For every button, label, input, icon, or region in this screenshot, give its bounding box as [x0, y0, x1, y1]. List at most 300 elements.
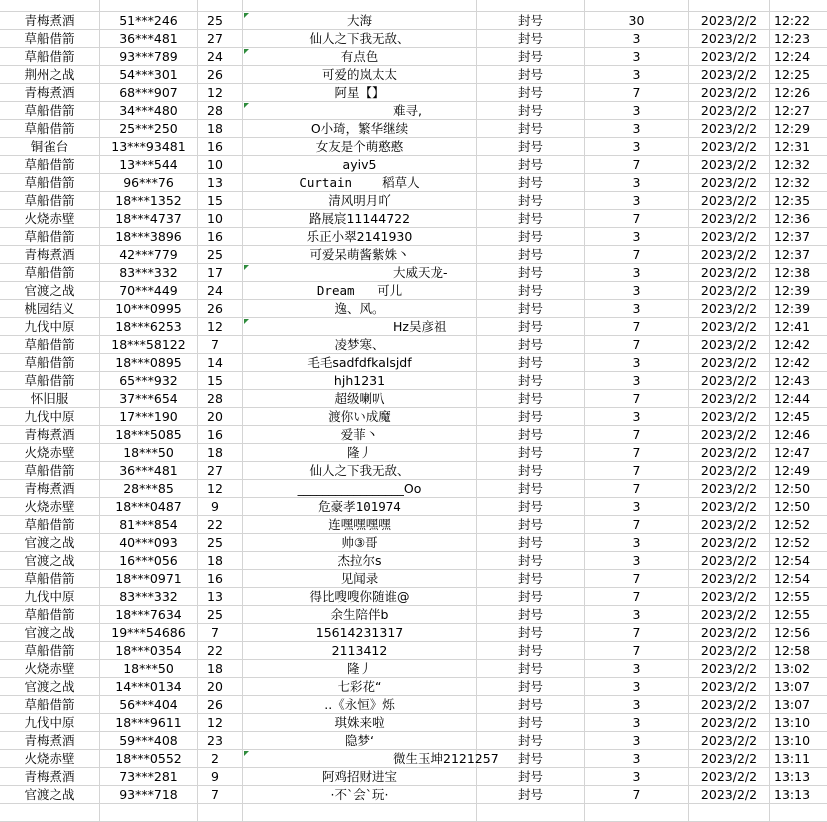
- account-id-cell[interactable]: 17***190: [100, 408, 198, 426]
- level-cell[interactable]: 12: [198, 84, 243, 102]
- time-cell[interactable]: 12:41: [770, 318, 827, 336]
- status-cell[interactable]: 封号: [477, 552, 585, 570]
- count-cell[interactable]: 3: [585, 498, 689, 516]
- time-cell[interactable]: 12:29: [770, 120, 827, 138]
- server-cell[interactable]: 草船借箭: [0, 192, 100, 210]
- date-cell[interactable]: 2023/2/2: [689, 354, 770, 372]
- table-row[interactable]: [0, 264, 827, 282]
- date-cell[interactable]: 2023/2/2: [689, 390, 770, 408]
- table-row[interactable]: [0, 516, 827, 534]
- account-id-cell[interactable]: 28***85: [100, 480, 198, 498]
- account-id-cell[interactable]: 56***404: [100, 696, 198, 714]
- count-cell[interactable]: 3: [585, 768, 689, 786]
- status-cell[interactable]: 封号: [477, 714, 585, 732]
- count-cell[interactable]: 3: [585, 750, 689, 768]
- account-id-cell[interactable]: 25***250: [100, 120, 198, 138]
- level-cell[interactable]: 26: [198, 66, 243, 84]
- player-name-cell[interactable]: Curtain 稻草人: [243, 174, 477, 192]
- server-cell[interactable]: 桃园结义: [0, 300, 100, 318]
- server-cell[interactable]: 草船借箭: [0, 120, 100, 138]
- server-cell[interactable]: 草船借箭: [0, 462, 100, 480]
- date-cell[interactable]: 2023/2/2: [689, 264, 770, 282]
- date-cell[interactable]: 2023/2/2: [689, 174, 770, 192]
- account-id-cell[interactable]: 18***3896: [100, 228, 198, 246]
- status-cell[interactable]: 封号: [477, 462, 585, 480]
- date-cell[interactable]: 2023/2/2: [689, 48, 770, 66]
- server-cell[interactable]: 青梅煮酒: [0, 12, 100, 30]
- status-cell[interactable]: 封号: [477, 480, 585, 498]
- server-cell[interactable]: 草船借箭: [0, 48, 100, 66]
- time-cell[interactable]: 12:42: [770, 336, 827, 354]
- time-cell[interactable]: 12:39: [770, 300, 827, 318]
- player-name-cell[interactable]: 渡你い成魔: [243, 408, 477, 426]
- account-id-cell[interactable]: 18***0895: [100, 354, 198, 372]
- player-name-cell[interactable]: 爱菲丶: [243, 426, 477, 444]
- date-cell[interactable]: [689, 0, 770, 12]
- time-cell[interactable]: 12:50: [770, 498, 827, 516]
- time-cell[interactable]: 12:46: [770, 426, 827, 444]
- status-cell[interactable]: 封号: [477, 300, 585, 318]
- player-name-cell[interactable]: 杰拉尔s: [243, 552, 477, 570]
- player-name-cell[interactable]: O小琦，繁华继续: [243, 120, 477, 138]
- level-cell[interactable]: 18: [198, 660, 243, 678]
- status-cell[interactable]: 封号: [477, 372, 585, 390]
- date-cell[interactable]: 2023/2/2: [689, 480, 770, 498]
- table-row[interactable]: [0, 210, 827, 228]
- time-cell[interactable]: 12:50: [770, 480, 827, 498]
- status-cell[interactable]: 封号: [477, 786, 585, 804]
- status-cell[interactable]: 封号: [477, 624, 585, 642]
- table-row[interactable]: [0, 246, 827, 264]
- account-id-cell[interactable]: 65***932: [100, 372, 198, 390]
- account-id-cell[interactable]: 93***789: [100, 48, 198, 66]
- date-cell[interactable]: 2023/2/2: [689, 282, 770, 300]
- time-cell[interactable]: 12:49: [770, 462, 827, 480]
- status-cell[interactable]: 封号: [477, 192, 585, 210]
- table-row[interactable]: [0, 48, 827, 66]
- server-cell[interactable]: 草船借箭: [0, 174, 100, 192]
- time-cell[interactable]: 12:52: [770, 534, 827, 552]
- table-row[interactable]: [0, 696, 827, 714]
- table-row[interactable]: [0, 714, 827, 732]
- date-cell[interactable]: 2023/2/2: [689, 12, 770, 30]
- player-name-cell[interactable]: 仙人之下我无敌、: [243, 462, 477, 480]
- account-id-cell[interactable]: 37***654: [100, 390, 198, 408]
- time-cell[interactable]: 13:10: [770, 732, 827, 750]
- table-row[interactable]: [0, 0, 827, 12]
- server-cell[interactable]: 九伐中原: [0, 588, 100, 606]
- player-name-cell[interactable]: Hz吴彦祖: [243, 318, 477, 336]
- count-cell[interactable]: [585, 0, 689, 12]
- level-cell[interactable]: 26: [198, 696, 243, 714]
- table-row[interactable]: [0, 570, 827, 588]
- date-cell[interactable]: 2023/2/2: [689, 120, 770, 138]
- count-cell[interactable]: 7: [585, 390, 689, 408]
- account-id-cell[interactable]: 18***50: [100, 444, 198, 462]
- player-name-cell[interactable]: 逸、风。: [243, 300, 477, 318]
- time-cell[interactable]: 12:56: [770, 624, 827, 642]
- player-name-cell[interactable]: 2113412: [243, 642, 477, 660]
- time-cell[interactable]: 12:23: [770, 30, 827, 48]
- count-cell[interactable]: 3: [585, 714, 689, 732]
- time-cell[interactable]: 12:22: [770, 12, 827, 30]
- account-id-cell[interactable]: [100, 0, 198, 12]
- status-cell[interactable]: 封号: [477, 678, 585, 696]
- level-cell[interactable]: 26: [198, 300, 243, 318]
- date-cell[interactable]: 2023/2/2: [689, 678, 770, 696]
- date-cell[interactable]: 2023/2/2: [689, 786, 770, 804]
- count-cell[interactable]: 3: [585, 606, 689, 624]
- player-name-cell[interactable]: 连嘿嘿嘿嘿: [243, 516, 477, 534]
- table-row[interactable]: [0, 642, 827, 660]
- status-cell[interactable]: 封号: [477, 444, 585, 462]
- date-cell[interactable]: 2023/2/2: [689, 84, 770, 102]
- account-id-cell[interactable]: 18***7634: [100, 606, 198, 624]
- status-cell[interactable]: 封号: [477, 606, 585, 624]
- player-name-cell[interactable]: 七彩花“: [243, 678, 477, 696]
- level-cell[interactable]: 9: [198, 498, 243, 516]
- time-cell[interactable]: 13:13: [770, 768, 827, 786]
- table-row[interactable]: [0, 534, 827, 552]
- level-cell[interactable]: 24: [198, 282, 243, 300]
- count-cell[interactable]: 3: [585, 678, 689, 696]
- server-cell[interactable]: 火烧赤壁: [0, 210, 100, 228]
- level-cell[interactable]: 15: [198, 192, 243, 210]
- server-cell[interactable]: 铜雀台: [0, 138, 100, 156]
- player-name-cell[interactable]: 仙人之下我无敌、: [243, 30, 477, 48]
- table-row[interactable]: [0, 804, 827, 822]
- table-row[interactable]: [0, 354, 827, 372]
- account-id-cell[interactable]: 16***056: [100, 552, 198, 570]
- date-cell[interactable]: 2023/2/2: [689, 606, 770, 624]
- table-row[interactable]: [0, 66, 827, 84]
- status-cell[interactable]: 封号: [477, 660, 585, 678]
- level-cell[interactable]: 23: [198, 732, 243, 750]
- table-row[interactable]: [0, 318, 827, 336]
- status-cell[interactable]: 封号: [477, 48, 585, 66]
- date-cell[interactable]: 2023/2/2: [689, 642, 770, 660]
- server-cell[interactable]: 官渡之战: [0, 552, 100, 570]
- level-cell[interactable]: 16: [198, 570, 243, 588]
- table-row[interactable]: [0, 192, 827, 210]
- table-row[interactable]: [0, 498, 827, 516]
- level-cell[interactable]: [198, 804, 243, 822]
- server-cell[interactable]: 官渡之战: [0, 678, 100, 696]
- server-cell[interactable]: 青梅煮酒: [0, 732, 100, 750]
- account-id-cell[interactable]: 40***093: [100, 534, 198, 552]
- table-row[interactable]: [0, 138, 827, 156]
- table-row[interactable]: [0, 372, 827, 390]
- time-cell[interactable]: 12:39: [770, 282, 827, 300]
- account-id-cell[interactable]: 68***907: [100, 84, 198, 102]
- status-cell[interactable]: 封号: [477, 534, 585, 552]
- time-cell[interactable]: 12:37: [770, 246, 827, 264]
- count-cell[interactable]: 3: [585, 174, 689, 192]
- level-cell[interactable]: 12: [198, 714, 243, 732]
- level-cell[interactable]: 7: [198, 786, 243, 804]
- account-id-cell[interactable]: 18***1352: [100, 192, 198, 210]
- time-cell[interactable]: 12:25: [770, 66, 827, 84]
- server-cell[interactable]: [0, 0, 100, 12]
- time-cell[interactable]: 12:58: [770, 642, 827, 660]
- server-cell[interactable]: 草船借箭: [0, 228, 100, 246]
- time-cell[interactable]: 12:27: [770, 102, 827, 120]
- count-cell[interactable]: 7: [585, 570, 689, 588]
- status-cell[interactable]: 封号: [477, 156, 585, 174]
- status-cell[interactable]: 封号: [477, 12, 585, 30]
- account-id-cell[interactable]: 18***5085: [100, 426, 198, 444]
- account-id-cell[interactable]: 70***449: [100, 282, 198, 300]
- status-cell[interactable]: 封号: [477, 354, 585, 372]
- status-cell[interactable]: 封号: [477, 696, 585, 714]
- count-cell[interactable]: 7: [585, 786, 689, 804]
- player-name-cell[interactable]: 隐梦‘: [243, 732, 477, 750]
- status-cell[interactable]: 封号: [477, 246, 585, 264]
- player-name-cell[interactable]: 隆丿: [243, 444, 477, 462]
- time-cell[interactable]: 12:32: [770, 174, 827, 192]
- count-cell[interactable]: 3: [585, 282, 689, 300]
- table-row[interactable]: [0, 480, 827, 498]
- count-cell[interactable]: 7: [585, 246, 689, 264]
- status-cell[interactable]: 封号: [477, 228, 585, 246]
- level-cell[interactable]: 22: [198, 642, 243, 660]
- level-cell[interactable]: 12: [198, 480, 243, 498]
- server-cell[interactable]: 草船借箭: [0, 606, 100, 624]
- count-cell[interactable]: 3: [585, 264, 689, 282]
- table-row[interactable]: [0, 300, 827, 318]
- status-cell[interactable]: 封号: [477, 66, 585, 84]
- count-cell[interactable]: 3: [585, 408, 689, 426]
- player-name-cell[interactable]: 阿星【】: [243, 84, 477, 102]
- time-cell[interactable]: 12:55: [770, 606, 827, 624]
- time-cell[interactable]: 13:10: [770, 714, 827, 732]
- player-name-cell[interactable]: 超级喇叭: [243, 390, 477, 408]
- count-cell[interactable]: 7: [585, 516, 689, 534]
- status-cell[interactable]: 封号: [477, 750, 585, 768]
- date-cell[interactable]: 2023/2/2: [689, 570, 770, 588]
- status-cell[interactable]: 封号: [477, 588, 585, 606]
- player-name-cell[interactable]: 路展宸11144722: [243, 210, 477, 228]
- status-cell[interactable]: 封号: [477, 282, 585, 300]
- table-row[interactable]: [0, 588, 827, 606]
- status-cell[interactable]: 封号: [477, 210, 585, 228]
- count-cell[interactable]: 7: [585, 318, 689, 336]
- table-row[interactable]: [0, 102, 827, 120]
- status-cell[interactable]: 封号: [477, 768, 585, 786]
- level-cell[interactable]: 18: [198, 444, 243, 462]
- level-cell[interactable]: 27: [198, 30, 243, 48]
- player-name-cell[interactable]: 大海: [243, 12, 477, 30]
- time-cell[interactable]: [770, 804, 827, 822]
- table-row[interactable]: [0, 408, 827, 426]
- server-cell[interactable]: 九伐中原: [0, 714, 100, 732]
- player-name-cell[interactable]: 可爱呆萌酱紫姝丶: [243, 246, 477, 264]
- count-cell[interactable]: 3: [585, 660, 689, 678]
- player-name-cell[interactable]: 危豪孝101974: [243, 498, 477, 516]
- count-cell[interactable]: 30: [585, 12, 689, 30]
- count-cell[interactable]: 7: [585, 426, 689, 444]
- level-cell[interactable]: 28: [198, 102, 243, 120]
- count-cell[interactable]: 3: [585, 66, 689, 84]
- player-name-cell[interactable]: 可爱的岚太太: [243, 66, 477, 84]
- status-cell[interactable]: [477, 0, 585, 12]
- account-id-cell[interactable]: 59***408: [100, 732, 198, 750]
- date-cell[interactable]: 2023/2/2: [689, 228, 770, 246]
- time-cell[interactable]: 13:07: [770, 678, 827, 696]
- count-cell[interactable]: 3: [585, 354, 689, 372]
- date-cell[interactable]: 2023/2/2: [689, 336, 770, 354]
- time-cell[interactable]: 12:36: [770, 210, 827, 228]
- table-row[interactable]: [0, 228, 827, 246]
- time-cell[interactable]: 12:26: [770, 84, 827, 102]
- server-cell[interactable]: 青梅煮酒: [0, 246, 100, 264]
- level-cell[interactable]: 25: [198, 246, 243, 264]
- table-row[interactable]: [0, 120, 827, 138]
- player-name-cell[interactable]: 毛毛sadfdfkalsjdf: [243, 354, 477, 372]
- level-cell[interactable]: 20: [198, 408, 243, 426]
- count-cell[interactable]: 3: [585, 192, 689, 210]
- level-cell[interactable]: 9: [198, 768, 243, 786]
- time-cell[interactable]: 13:07: [770, 696, 827, 714]
- level-cell[interactable]: 16: [198, 228, 243, 246]
- level-cell[interactable]: 20: [198, 678, 243, 696]
- account-id-cell[interactable]: 42***779: [100, 246, 198, 264]
- date-cell[interactable]: 2023/2/2: [689, 210, 770, 228]
- time-cell[interactable]: 12:47: [770, 444, 827, 462]
- count-cell[interactable]: 3: [585, 228, 689, 246]
- count-cell[interactable]: 3: [585, 552, 689, 570]
- account-id-cell[interactable]: [100, 804, 198, 822]
- player-name-cell[interactable]: 微生玉坤2121257: [243, 750, 477, 768]
- date-cell[interactable]: 2023/2/2: [689, 408, 770, 426]
- count-cell[interactable]: 3: [585, 102, 689, 120]
- count-cell[interactable]: 7: [585, 444, 689, 462]
- status-cell[interactable]: 封号: [477, 642, 585, 660]
- server-cell[interactable]: 草船借箭: [0, 336, 100, 354]
- status-cell[interactable]: 封号: [477, 264, 585, 282]
- server-cell[interactable]: 怀旧服: [0, 390, 100, 408]
- player-name-cell[interactable]: 得比嗖嗖你随谁@: [243, 588, 477, 606]
- level-cell[interactable]: 25: [198, 12, 243, 30]
- time-cell[interactable]: 12:37: [770, 228, 827, 246]
- account-id-cell[interactable]: 13***544: [100, 156, 198, 174]
- server-cell[interactable]: 火烧赤壁: [0, 750, 100, 768]
- table-row[interactable]: [0, 390, 827, 408]
- account-id-cell[interactable]: 18***0354: [100, 642, 198, 660]
- account-id-cell[interactable]: 51***246: [100, 12, 198, 30]
- player-name-cell[interactable]: 难寻,: [243, 102, 477, 120]
- player-name-cell[interactable]: 女友是个萌憨憨: [243, 138, 477, 156]
- account-id-cell[interactable]: 83***332: [100, 264, 198, 282]
- table-row[interactable]: [0, 282, 827, 300]
- level-cell[interactable]: 17: [198, 264, 243, 282]
- account-id-cell[interactable]: 14***0134: [100, 678, 198, 696]
- level-cell[interactable]: 25: [198, 534, 243, 552]
- time-cell[interactable]: 12:45: [770, 408, 827, 426]
- account-id-cell[interactable]: 18***0487: [100, 498, 198, 516]
- table-row[interactable]: [0, 426, 827, 444]
- status-cell[interactable]: 封号: [477, 426, 585, 444]
- count-cell[interactable]: 3: [585, 48, 689, 66]
- table-row[interactable]: [0, 156, 827, 174]
- player-name-cell[interactable]: _________________Oo: [243, 480, 477, 498]
- date-cell[interactable]: 2023/2/2: [689, 714, 770, 732]
- server-cell[interactable]: 官渡之战: [0, 534, 100, 552]
- account-id-cell[interactable]: 18***50: [100, 660, 198, 678]
- account-id-cell[interactable]: 19***54686: [100, 624, 198, 642]
- account-id-cell[interactable]: 36***481: [100, 462, 198, 480]
- table-row[interactable]: [0, 624, 827, 642]
- count-cell[interactable]: 3: [585, 732, 689, 750]
- date-cell[interactable]: 2023/2/2: [689, 246, 770, 264]
- time-cell[interactable]: 12:54: [770, 552, 827, 570]
- time-cell[interactable]: 12:35: [770, 192, 827, 210]
- status-cell[interactable]: 封号: [477, 570, 585, 588]
- table-row[interactable]: [0, 30, 827, 48]
- account-id-cell[interactable]: 93***718: [100, 786, 198, 804]
- date-cell[interactable]: 2023/2/2: [689, 192, 770, 210]
- status-cell[interactable]: 封号: [477, 174, 585, 192]
- level-cell[interactable]: 16: [198, 426, 243, 444]
- date-cell[interactable]: 2023/2/2: [689, 750, 770, 768]
- date-cell[interactable]: 2023/2/2: [689, 660, 770, 678]
- server-cell[interactable]: 官渡之战: [0, 282, 100, 300]
- level-cell[interactable]: 13: [198, 174, 243, 192]
- status-cell[interactable]: 封号: [477, 336, 585, 354]
- table-row[interactable]: [0, 768, 827, 786]
- table-row[interactable]: [0, 660, 827, 678]
- server-cell[interactable]: 草船借箭: [0, 354, 100, 372]
- server-cell[interactable]: 官渡之战: [0, 624, 100, 642]
- date-cell[interactable]: 2023/2/2: [689, 138, 770, 156]
- time-cell[interactable]: 12:52: [770, 516, 827, 534]
- count-cell[interactable]: 7: [585, 210, 689, 228]
- level-cell[interactable]: 18: [198, 120, 243, 138]
- table-row[interactable]: [0, 606, 827, 624]
- level-cell[interactable]: 22: [198, 516, 243, 534]
- account-id-cell[interactable]: 96***76: [100, 174, 198, 192]
- count-cell[interactable]: 3: [585, 372, 689, 390]
- server-cell[interactable]: 草船借箭: [0, 372, 100, 390]
- table-row[interactable]: [0, 786, 827, 804]
- player-name-cell[interactable]: 乐正小翠2141930: [243, 228, 477, 246]
- count-cell[interactable]: 7: [585, 624, 689, 642]
- status-cell[interactable]: [477, 804, 585, 822]
- date-cell[interactable]: 2023/2/2: [689, 624, 770, 642]
- server-cell[interactable]: 火烧赤壁: [0, 660, 100, 678]
- server-cell[interactable]: 青梅煮酒: [0, 480, 100, 498]
- player-name-cell[interactable]: 凌梦寒、: [243, 336, 477, 354]
- account-id-cell[interactable]: 18***0971: [100, 570, 198, 588]
- status-cell[interactable]: 封号: [477, 30, 585, 48]
- time-cell[interactable]: [770, 0, 827, 12]
- date-cell[interactable]: 2023/2/2: [689, 300, 770, 318]
- time-cell[interactable]: 13:02: [770, 660, 827, 678]
- table-row[interactable]: [0, 444, 827, 462]
- count-cell[interactable]: [585, 804, 689, 822]
- table-row[interactable]: [0, 678, 827, 696]
- player-name-cell[interactable]: 清风明月吖: [243, 192, 477, 210]
- date-cell[interactable]: 2023/2/2: [689, 516, 770, 534]
- table-row[interactable]: [0, 462, 827, 480]
- date-cell[interactable]: 2023/2/2: [689, 372, 770, 390]
- date-cell[interactable]: 2023/2/2: [689, 66, 770, 84]
- date-cell[interactable]: 2023/2/2: [689, 498, 770, 516]
- table-row[interactable]: [0, 12, 827, 30]
- date-cell[interactable]: 2023/2/2: [689, 426, 770, 444]
- account-id-cell[interactable]: 18***6253: [100, 318, 198, 336]
- player-name-cell[interactable]: 大威天龙-: [243, 264, 477, 282]
